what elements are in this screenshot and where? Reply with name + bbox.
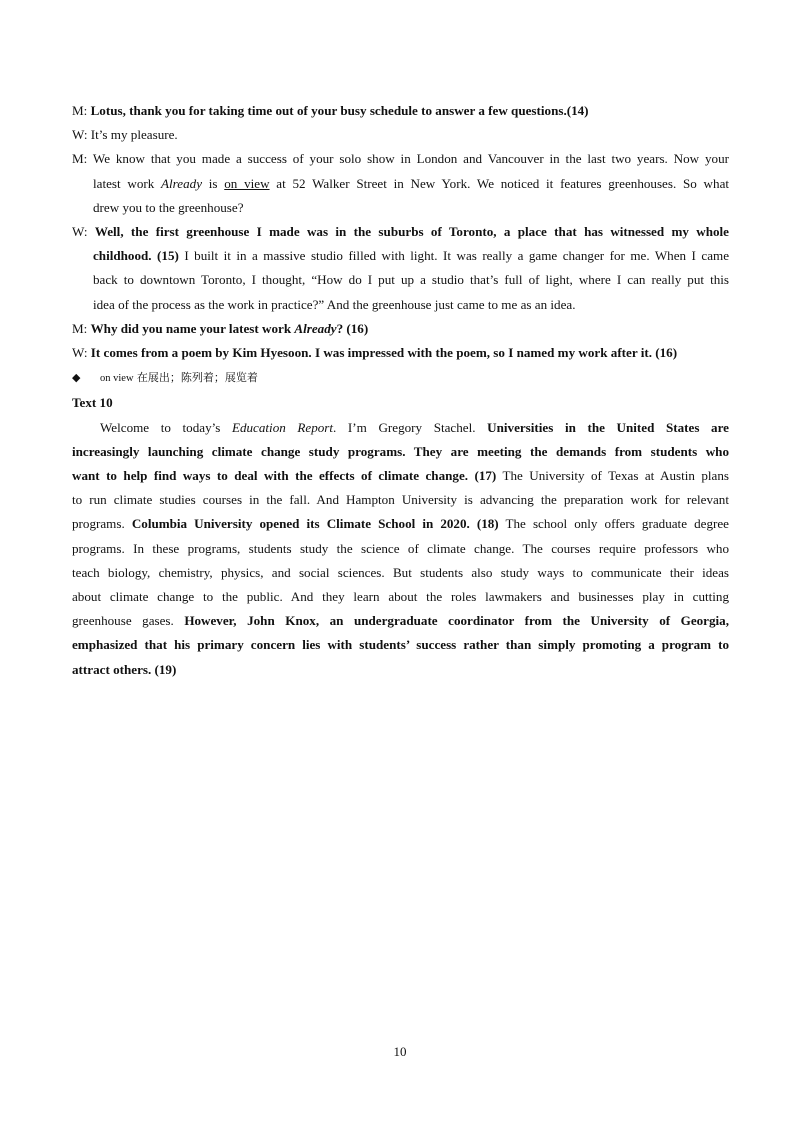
passage-line-8: about climate change to the public. And they learn about the roles lawmakers and businesses play in cutting [72, 589, 729, 605]
speaker-label: W: [72, 127, 88, 143]
section-heading: Text 10 [72, 395, 113, 411]
work-title: Already [294, 320, 337, 336]
dialogue-text: Lotus, thank you for taking time out of your busy schedule to answer a few questions.(14) [90, 103, 589, 118]
dialogue-line-m2-1 [72, 147, 729, 171]
dialogue-line-w2-3: back to downtown Toronto, I thought, “How do I put up a studio that’s full of light, where I can really put this [93, 272, 729, 288]
underlined-term: on view [224, 175, 270, 191]
dialogue-text: latest work [93, 175, 162, 191]
dialogue-line-w2-1 [72, 220, 729, 244]
passage-line-4: to run climate studies courses in the fall. And Hampton University is advancing the preparation work for relevant [72, 492, 729, 508]
dialogue-text [91, 321, 369, 336]
passage-line-7: teach biology, chemistry, physics, and social sciences. But students also study ways to communicate their ideas [72, 564, 729, 580]
dialogue-line-w2-4: idea of the process as the work in practice?” And the greenhouse just came to me as an idea. [93, 296, 576, 312]
note-term: on view [100, 373, 134, 385]
passage-text: Welcome to today’s [100, 419, 232, 435]
dialogue-line-m2-3: drew you to the greenhouse? [93, 199, 244, 215]
speaker-label: W: [72, 345, 88, 361]
passage-text: increasingly launching climate change study programs. They are meeting the demands from students who [72, 443, 729, 459]
dialogue-text: childhood. (15) [93, 248, 179, 264]
passage-line-2 [72, 440, 729, 464]
document-body [72, 99, 729, 682]
dialogue-text: at 52 Walker Street in New York. We noticed it features greenhouses. So what [269, 175, 730, 191]
speaker-label: M: [72, 103, 88, 118]
passage-line-11 [72, 658, 729, 682]
speaker-label: W: [72, 224, 88, 240]
passage-text: The University of Texas at Austin plans [496, 468, 729, 484]
dialogue-line-w2-2 [72, 244, 729, 268]
page-number: 10 [393, 1044, 407, 1059]
program-title: Education Report [231, 419, 334, 435]
passage-text: The school only offers graduate degree [498, 516, 729, 532]
dialogue-text: It comes from a poem by Kim Hyesoon. I was impressed with the poem, so I named my work after it. (16) [90, 345, 678, 361]
dialogue-text: I built it in a massive studio filled with light. It was really a game changer for me. When I came [178, 248, 730, 264]
passage-text: emphasized that his primary concern lies with students’ success rather than simply promoting a program to [72, 637, 729, 653]
vocabulary-note [72, 365, 729, 391]
passage-text: greenhouse gases. [72, 613, 185, 629]
passage-text: . I’m Gregory Stachel. [333, 419, 488, 435]
speaker-label: M: [72, 151, 88, 167]
dialogue-text: We know that you made a success of your solo show in London and Vancouver in the last two years. Now your [92, 151, 729, 167]
dialogue-line-m1 [72, 99, 729, 123]
dialogue-text: Why did you name your latest work [90, 320, 295, 336]
dialogue-line-m3 [72, 317, 729, 341]
passage-text: programs. [72, 516, 132, 532]
passage-line-10 [72, 633, 729, 657]
passage-line-5 [72, 512, 729, 536]
passage-line-3 [72, 464, 729, 488]
speaker-label: M: [72, 320, 88, 336]
dialogue-line-w1 [72, 123, 729, 147]
passage-text: However, John Knox, an undergraduate coordinator from the University of Georgia, [184, 613, 729, 629]
passage-text: Universities in the United States are [487, 419, 729, 435]
passage-text: attract others. (19) [72, 661, 177, 677]
passage-line-6: programs. In these programs, students study the science of climate change. The courses require professors who [72, 540, 729, 556]
dialogue-text: is [202, 175, 225, 191]
passage-text: want to help find ways to deal with the effects of climate change. (17) [72, 468, 497, 484]
passage-line-1 [72, 416, 729, 440]
dialogue-text: ? (16) [336, 320, 369, 336]
dialogue-text: It’s my pleasure. [90, 127, 178, 143]
work-title: Already [161, 175, 203, 191]
dialogue-line-m2-2 [72, 172, 729, 196]
dialogue-line-w3 [72, 341, 729, 365]
diamond-bullet-icon: ◆ [72, 372, 81, 385]
passage-text: Columbia University opened its Climate School in 2020. (18) [131, 516, 499, 532]
note-meaning: 在展出；陈列着；展览着 [136, 371, 258, 385]
passage-line-9 [72, 609, 729, 633]
dialogue-text: Well, the first greenhouse I made was in the suburbs of Toronto, a place that has witnessed my whole [94, 224, 729, 240]
